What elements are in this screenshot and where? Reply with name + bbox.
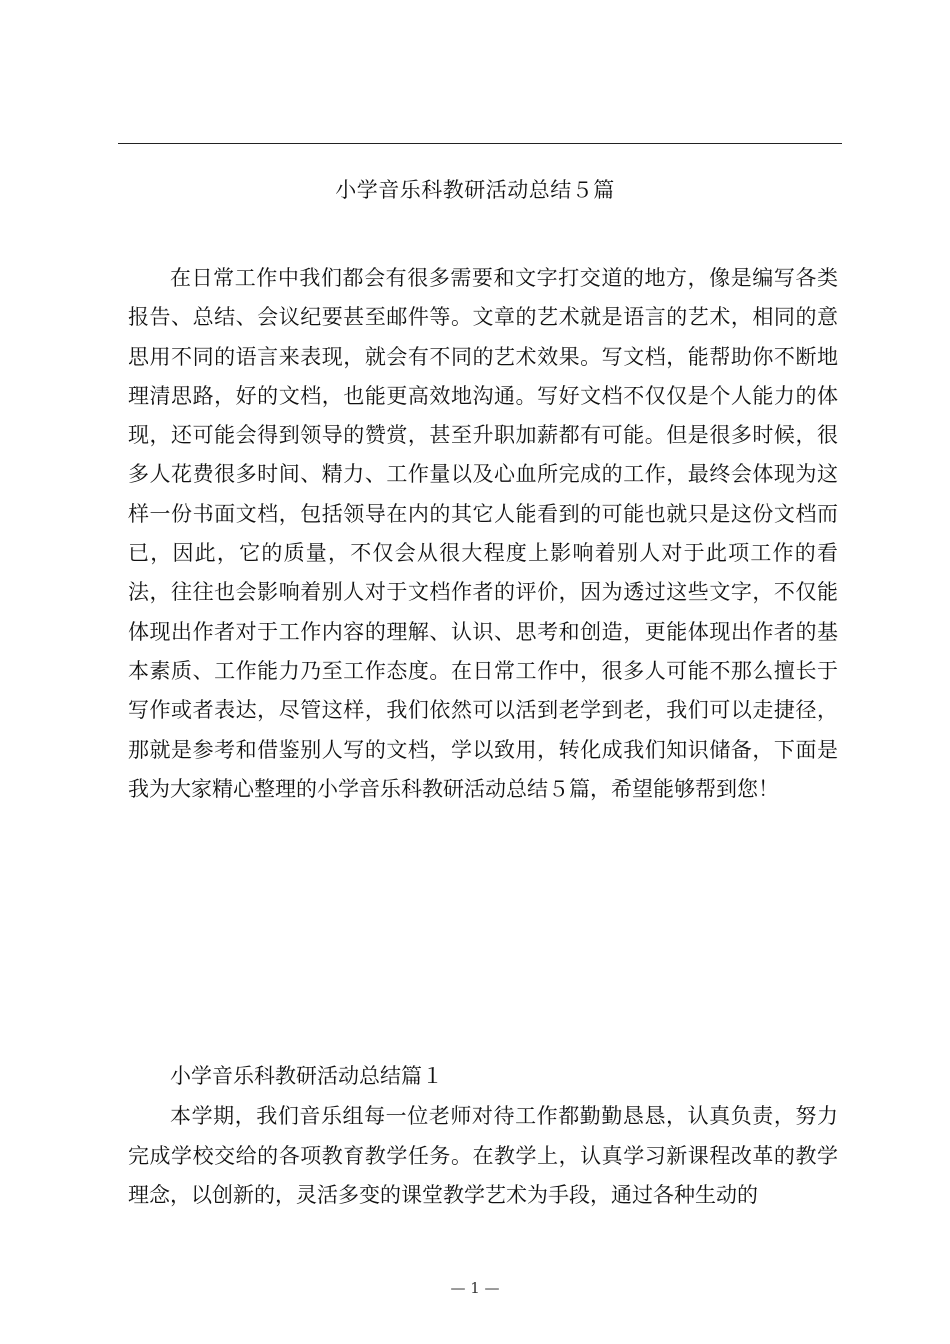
page-number: — 1 — <box>450 1279 500 1297</box>
document-title: 小学音乐科教研活动总结５篇 <box>335 178 615 202</box>
section-paragraph: 本学期，我们音乐组每一位老师对待工作都勤勤恳恳，认真负责，努力完成学校交给的各项教育教学任务。在教学上，认真学习新课程改革的教学理念，以创新的，灵活多变的课堂教学艺术为手段，通过各种生动的 <box>128 1104 838 1207</box>
header-rule <box>118 143 842 144</box>
intro-paragraph: 在日常工作中我们都会有很多需要和文字打交道的地方，像是编写各类报告、总结、会议纪要甚至邮件等。文章的艺术就是语言的艺术，相同的意思用不同的语言来表现，就会有不同的艺术效果。写文档，能帮助你不断地理清思路，好的文档，也能更高效地沟通。写好文档不仅仅是个人能力的体现，还可能会得到领导的赞赏，甚至升职加薪都有可能。但是很多时候，很多人花费很多时间、精力、工作量以及心血所完成的工作，最终会体现为这样一份书面文档，包括领导在内的其它人能看到的可能也就只是这份文档而已，因此，它的质量，不仅会从很大程度上影响着别人对于此项工作的看法，往往也会影响着别人对于文档作者的评价，因为透过这些文字，不仅能体现出作者对于工作内容的理解、认识、思考和创造，更能体现出作者的基本素质、工作能力乃至工作态度。在日常工作中，很多人可能不那么擅长于写作或者表达，尽管这样，我们依然可以活到老学到老，我们可以走捷径，那就是参考和借鉴别人写的文档，学以致用，转化成我们知识储备，下面是我为大家精心整理的小学音乐科教研活动总结５篇，希望能够帮到您！ <box>128 266 838 801</box>
section-heading: 小学音乐科教研活动总结篇１ <box>170 1064 443 1088</box>
